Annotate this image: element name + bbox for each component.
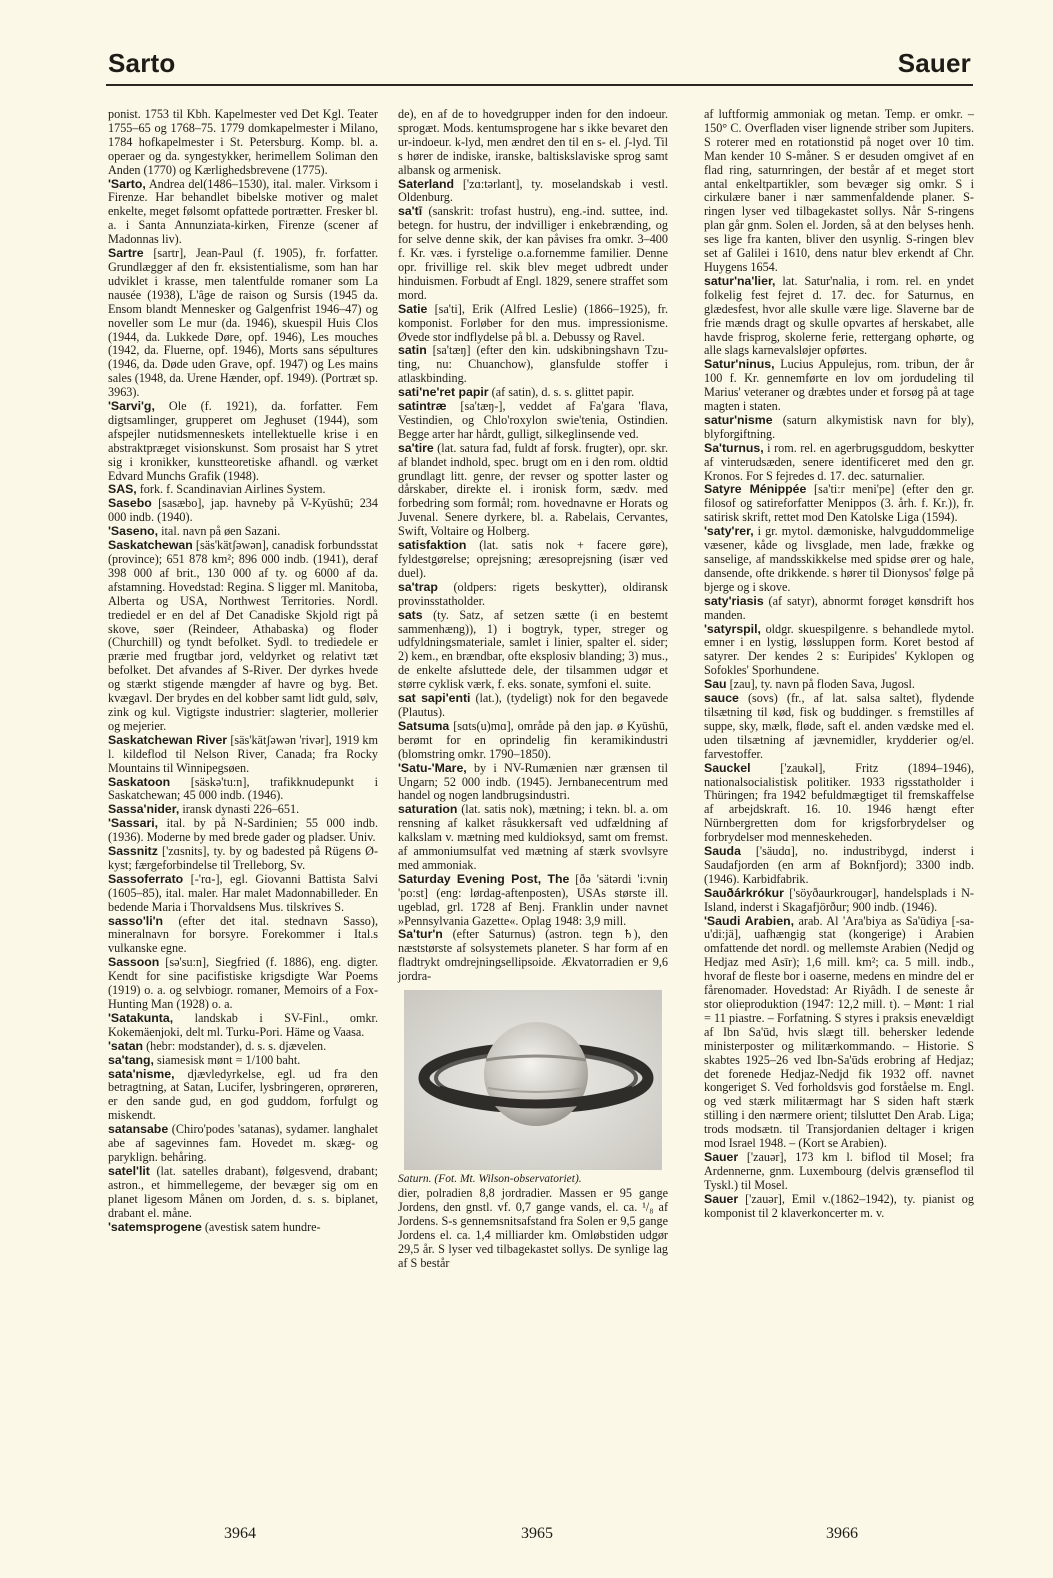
dictionary-entry: [108, 1012, 378, 1040]
dictionary-entry: [398, 108, 668, 178]
entry-headword: sa'tī: [398, 204, 423, 219]
entry-text: (sanskrit: trofast hustru), eng.-ind. suttee, ind. betegn. for hustru, der indvilliger i enkebrænding, og for selve denne skik, der kan påvises fra omkr. 3–400 f. Kr. væs. i fyrstelige o.a.fornemme familier. Denne opr. frivillige rel. skik blev meget udbredt under hinduismen. Forbudt af Engl. 1829, senere straffet som mord.: [398, 204, 668, 302]
dictionary-entry: [108, 873, 378, 915]
figure-caption: Saturn. (Fot. Mt. Wilson-observatoriet).: [398, 1173, 582, 1186]
entry-headword: satur'na'lier,: [704, 273, 776, 288]
dictionary-entry: [108, 1068, 378, 1124]
dictionary-entry: [704, 762, 974, 845]
entry-text: [sa'ti], Erik (Alfred Leslie) (1866–1925), fr. komponist. Forløber for den mus. impressionisme. Øvede stor indflydelse på bl. a. Debussy og Ravel.: [398, 301, 668, 344]
dictionary-entry: [108, 525, 378, 539]
column-middle: [398, 108, 668, 1270]
entry-text: (ty. Satz, af setzen sætte (i en bestemt sammenhæng)), 1) i bogtryk, typer, streger og udfyldningsmateriale, samlet i linier, spalter el. sider; 2) kem., en brændbar, ofte eksplosiv blanding; 3) mus., de enkelte afsluttede dele, der tilsammen udgør et større cyklisk værk, f. eks. sonate, symfoni el. suite.: [398, 607, 668, 692]
dictionary-entry: [108, 1221, 378, 1235]
entry-text: ital. navn på øen Sazani.: [161, 524, 281, 539]
entry-text: (lat. satis nok), mætning; i tekn. bl. a. om rensning af kalket råsukkersaft ved udfældning af kalkslam v. mætning med kuldioksyd, samt om fremst. af ammoniumsulfat ved mætning af stærk svovlsyre med ammoniak.: [398, 802, 668, 872]
entry-headword: Sauðárkrókur: [704, 885, 784, 900]
entry-text: af luftformig ammoniak og metan. Temp. er omkr. –150° C. Overfladen viser lignende striber som Jupiters. S roterer med en rotationstid på noget over 10 tim. Man kender 10 S-måner. S er desuden omgivet af en flad ring, saturnringen, der består af et meget stort antal enkeltpartikler, som bevæger sig omkr. S i cirkulære baner i nær sammenfaldende planer. S-ringen lyser ved tilbagekastet sollys. Når S-ringens plan går gnm. Solen el. Jorden, så at den belyses henh. ses lige fra kanten, bliver den usynlig. S-ringen blev set af Galilei i 1610, dens natur blev erkendt af Chr. Huygens 1654.: [704, 107, 974, 274]
entry-text: de), en af de to hovedgrupper inden for den indoeur. sprogæt. Mods. kentumsprogene har s ikke bevaret den ur-indoeur. k-lyd, men ændret den til en s- el. ʃ-lyd. Til s hører de indiske, iranske, baltiskslaviske sprog samt albansk og armenisk.: [398, 107, 668, 177]
dictionary-entry: [108, 845, 378, 873]
dictionary-entry: [398, 762, 668, 804]
entry-text: (Chiro'podes 'satanas), sydamer. langhalet abe af sagevinnes fam. Hovedet m. skæg- og paryklign. behåring.: [108, 1122, 378, 1164]
entry-text: ponist. 1753 til Kbh. Kapelmester ved Det Kgl. Teater 1755–65 og 1768–75. 1779 domkapelmester i Milano, 1784 hofkapelmester i St. Petersburg. Komp. bl. a. operaer og da. syngestykker, herimellem Soliman den Anden (1770) og Kærlighedsbrevene (1775).: [108, 107, 378, 177]
entry-headword: Sassnitz: [108, 844, 158, 859]
entry-headword: 'Sarto,: [108, 176, 146, 191]
entry-text: (avestisk satem hundre-: [204, 1219, 321, 1234]
running-head-right: Sauer: [897, 48, 971, 78]
entry-text: (lat. satelles drabant), følgesvend, drabant; astron., et himmellegeme, der bevæger sig om en planet ligesom Månen om Jorden, d. s. s. biplanet, drabant el. måne.: [108, 1163, 379, 1220]
entry-headword: 'satan: [108, 1038, 144, 1053]
entry-text: fork. f. Scandinavian Airlines System.: [139, 482, 326, 497]
entry-text: ['zɑ:tərlant], ty. moselandskab i vestl. Oldenburg.: [398, 176, 668, 205]
entry-headword: Sauda: [704, 844, 741, 859]
dictionary-entry: [704, 483, 974, 525]
entry-text: oldgr. skuespilgenre. s behandlede mytol. emner i en lystig, løssluppen form. Koret bestod af satyrer. Der kendes 2 s: Euripides' Kyklopen og Sofokles' Sporhundene.: [704, 621, 974, 678]
entry-headword: Saskatchewan River: [108, 732, 228, 747]
dictionary-entry: [108, 734, 378, 776]
entry-text: (af satyr), abnormt forøget kønsdrift hos manden.: [704, 593, 974, 622]
page-number-left: 3964: [224, 1525, 256, 1542]
dictionary-entry: [704, 887, 974, 915]
entry-text: [sa'ti:r meni'pe] (efter den gr. filosof og satireforfatter Menippos (3. årh. f. Kr.)), fr. satirisk skrift, rettet mod Den Katolske Liga (1594).: [704, 482, 974, 525]
dictionary-entry: [398, 873, 668, 929]
entry-headword: Sauer: [704, 1149, 739, 1164]
entry-headword: sata'nisme,: [108, 1066, 175, 1081]
dictionary-entry: [704, 595, 974, 623]
entry-headword: 'Satakunta,: [108, 1010, 174, 1025]
entry-headword: sats: [398, 607, 423, 622]
entry-text: ['söyðaurkrougər], handelsplads i N-Island, inderst i Skagafjörður; 900 indb. (1946).: [704, 885, 974, 914]
entry-text: arab. Al 'Ara'biya as Sa'ūdiya [-sa-u'di:jä], uafhængig stat (kongerige) i Arabien omfattende det nordl. og mellemste Arabien (Nedjd og Hedjaz med Asīr); 1,6 mill. km²; ca. 5 mill. indb., hvoraf de fleste bor i oaserne, medens en mindre del er fårenomader. Hovedstad: Ar Riyâdh. I de seneste år stor olieproduktion (1947: 12,2 mill. t). – Mønt: 1 rial = 11 piastre. – Forfatning. S styres i praksis enevældigt af Ibn Sa'ūd, hvis slægt till. behersker ledende ministerposter og militærkommando. – Historie. S skabtes 1925–26 ved Ibn-Sa'ūds erobring af Hedjaz; det forenede Hedjaz-Nedjd fik 1932 off. navnet kongeriget S. Ved forholdsvis god forståelse m. Engl. og ved stærk militærmagt har S siden haft stærk stilling i den nærmere orient; tilsluttet Den Arab. Liga; trods modsætn. til Transjordanien deltager i krigen mod Israel 1948. – (Kort se Arabien).: [704, 913, 974, 1151]
entry-headword: Sassa'nider,: [108, 802, 180, 817]
dictionary-entry: [398, 303, 668, 345]
entry-headword: Sartre: [108, 246, 144, 261]
entry-text: [sə'su:n], Siegfried (f. 1886), eng. digter. Kendt for sine pacifistiske krigsdigte War Poems (1919) o. a. og selvbiogr. romaner, Memoirs of a Fox-Hunting Man (1928) o. a.: [108, 955, 379, 1011]
dictionary-entry: [108, 539, 378, 734]
dictionary-entry: [398, 344, 668, 386]
entry-text: (saturn alkymistisk navn for bly), blyforgiftning.: [704, 412, 975, 441]
entry-headword: Saskatchewan: [108, 538, 193, 553]
entry-text: (lat. satis nok + facere gøre), fyldestgørelse; oprejsning; æresoprejsning (især ved duel).: [398, 538, 669, 580]
entry-text: ['zauər], Emil v.(1862–1942), ty. pianist og komponist til 2 klaverkoncerter m. v.: [704, 1191, 974, 1220]
entry-text: siamesisk mønt = 1/100 baht.: [157, 1052, 301, 1067]
entry-headword: Sauer: [704, 1191, 739, 1206]
dictionary-entry: [398, 581, 668, 609]
entry-headword: 'Sarvi'g,: [108, 399, 155, 414]
dictionary-entry: [704, 414, 974, 442]
entry-text: (oldpers: rigets beskytter), oldiransk provinsstatholder.: [398, 579, 668, 608]
entry-headword: satin: [398, 343, 427, 358]
dictionary-entry: [108, 1040, 378, 1054]
entry-text: [-'rɑ-], egl. Giovanni Battista Salvi (1605–85), ital. maler. Har malet Madonnabilleder. En bedende Maria i Thorvaldsens Mus. tilskrives S.: [108, 871, 378, 914]
entry-headword: Satyre Ménippée: [704, 482, 807, 497]
entry-headword: Sasebo: [108, 496, 152, 511]
entry-text: (af satin), d. s. s. glittet papir.: [491, 385, 635, 400]
dictionary-entry: [704, 442, 974, 484]
dictionary-entry: [704, 845, 974, 887]
entry-text: ['säudɑ], no. industribygd, inderst i Saudafjorden (en arm af Boknfjord); 3300 indb. (1946). Karbidfabrik.: [704, 844, 975, 886]
dictionary-entry: [108, 400, 378, 483]
entry-headword: Saskatoon: [108, 774, 171, 789]
dictionary-entry: [704, 1151, 974, 1193]
dictionary-entry: [704, 358, 974, 414]
entry-text: landskab i SV-Finl., omkr. Kokemäenjoki, delt ml. Turku-Pori. Häme og Vaasa.: [108, 1010, 378, 1039]
dictionary-entry: [704, 678, 974, 692]
entry-headword: satisfaktion: [398, 538, 467, 553]
entry-text: [sa'tæŋ] (efter den kin. udskibningshavn Tzu-ting, nu: Chuanchow), glansfulde stoffer i atlaskbinding.: [398, 343, 669, 386]
entry-headword: sasso'li'n: [108, 913, 164, 928]
header-rule: [106, 84, 973, 86]
dictionary-entry: [398, 539, 668, 581]
entry-text: (sovs) (fr., af lat. salsa saltet), flydende tilsætning til kød, fisk og buddinger. s fremstilles af suppe, sky, mælk, fløde, saft el. anden vædske med el. uden tilsætning af jævnemidler, krydderier og/el. farvestoffer.: [704, 691, 974, 761]
entry-text: [säs'kätʃəwən], canadisk forbundsstat (province); 651 878 km²; 896 000 indb. (1941), deraf 398 000 af brit., 130 000 af ty. og 6000 af da. afstamning. Hovedstad: Regina. S ligger ml. Manitoba, Alberta og USA, Northwest Territories. Nordl. trediedel er en del af Det Canadiske Skjold rigt på skove, søer (Reindeer, Athabaska) og floder (Churchill) og tyndt befolket. Sydl. to trediedele er prærie med frugtbar jord, veldyrket og relativt tæt befolket. Det afvandes af S-River. Der dyrkes hvede og stærkt stigende mængder af havre og byg. Bet. kvægavl. Der brydes en del kobber samt lidt guld, sølv, zink og kul. Vigtigste industrier: slagterier, mollerier og mejerier.: [108, 538, 378, 733]
entry-text: ['zɑsnits], ty. by og badested på Rügens Ø-kyst; færgeforbindelse til Trelleborg, Sv.: [108, 844, 379, 872]
dictionary-entry: [704, 275, 974, 358]
dictionary-entry: [704, 915, 974, 1151]
entry-headword: satintræ: [398, 399, 447, 414]
entry-text: [säskə'tu:n], trafikknudepunkt i Saskatchewan; 45 000 indb. (1946).: [108, 774, 379, 803]
entry-text: (efter det ital. stednavn Sasso), mineralnavn for borsyre. Forekommer i Ital.s vulkanske egne.: [108, 913, 378, 956]
entry-headword: 'saty'rer,: [704, 524, 754, 539]
dictionary-entry: [108, 483, 378, 497]
entry-headword: Sassoon: [108, 955, 160, 970]
dictionary-entry: [398, 178, 668, 206]
entry-headword: saty'riasis: [704, 593, 764, 608]
dictionary-entry: [108, 497, 378, 525]
entry-text: i gr. mytol. dæmoniske, halvguddommelige væsener, kåde og livsglade, men lade, frække og sanselige, af mandsskikkelse med spidse ører og hale, dansende, ofte drikkende. s hører til Dionysos' følge på bjerge og i skove.: [704, 524, 974, 594]
dictionary-entry: [704, 692, 974, 762]
entry-text: [sasæbo], jap. havneby på V-Kyūshū; 234 000 indb. (1940).: [108, 496, 378, 525]
entry-headword: sauce: [704, 691, 739, 706]
entry-text: by i NV-Rumænien nær grænsen til Ungarn; 52 000 indb. (1945). Jernbanecentrum med handel og nogen landbrugsindustri.: [398, 760, 668, 803]
entry-headword: SAS,: [108, 482, 137, 497]
dictionary-entry: [398, 803, 668, 873]
dictionary-entry: [108, 915, 378, 957]
entry-headword: 'Saseno,: [108, 524, 159, 539]
dictionary-entry: [398, 442, 668, 539]
entry-headword: sa'tire: [398, 440, 434, 455]
entry-headword: Satsuma: [398, 718, 450, 733]
entry-text: [zau], ty. navn på floden Sava, Jugosl.: [729, 677, 915, 692]
dictionary-entry: [108, 803, 378, 817]
dictionary-entry: [108, 1123, 378, 1165]
entry-text: dier, polradien 8,8 jordradier. Massen er 95 gange Jordens, den gnstl. vf. 0,7 gange vands, el. ca. ¹/₈ af Jordens. S-s gennemsnitsafstand fra Solen er 9,5 gange Jordens el. ca. 1,4 milliarder km. Omløbstiden udgør 29,5 år. S lyser ved tilbagekastet sollys. De synlige lag af S består: [398, 1186, 668, 1270]
entry-text: lat. Satur'nalia, i rom. rel. en yndet folkelig fest fejret d. 17. dec. for Saturnus, en glædesfest, hvor alle skulle være lige. Slaverne bar de frie mænds dragt og skulle opvartes af herskabet, alle havde frisprog, skolerne ferie, rettergang ophørte, og alle slags karnevalsløjer opførtes.: [704, 273, 974, 358]
dictionary-entry: [398, 400, 668, 442]
entry-headword: Sauckel: [704, 760, 751, 775]
entry-headword: 'Satu-'Mare,: [398, 760, 467, 775]
page-number-middle: 3965: [521, 1525, 553, 1542]
entry-headword: 'Saudi Arabien,: [704, 913, 794, 928]
entry-text: i rom. rel. en agerbrugsguddom, beskytter af vinterudsæden, senere identificeret med den gr. Kronos. For S fejredes d. 17. dec. saturnalier.: [704, 440, 974, 483]
entry-text: djævledyrkelse, egl. ud fra den betragtning, at Satan, Lucifer, lysbringeren, oprøreren, er den sande gud, en god guddom, forfulgt og miskendt.: [108, 1066, 378, 1123]
entry-text: (hebr: modstander), d. s. s. djævelen.: [146, 1038, 327, 1053]
dictionary-entry: [398, 386, 668, 400]
entry-headword: sat sapi'enti: [398, 691, 471, 706]
entry-headword: sa'trap: [398, 579, 438, 594]
page-number-right: 3966: [826, 1525, 858, 1542]
entry-text: Lucius Appulejus, rom. tribun, der år 100 f. Kr. gennemførte en lov om jordudeling til Marius' veteraner og dræbtes under et forsøg på at tage magten i staten.: [704, 357, 975, 414]
dictionary-entry: [108, 817, 378, 845]
dictionary-entry: [108, 1165, 378, 1221]
entry-headword: sa'tang,: [108, 1052, 154, 1067]
entry-headword: Satie: [398, 301, 428, 316]
dictionary-entry: [398, 205, 668, 302]
entry-text: Ole (f. 1921), da. forfatter. Fem digtsamlinger, grupperet om Jeghuset (1944), som afspejler nutidsmenneskets intellektuelle krise i en abstraktpræget visionskunst. Som prosaist har S ytret sig i kronikker, kunstteoretiske afhandl. og værket Edvard Munchs Grafik (1948).: [108, 399, 378, 483]
entry-text: (efter Saturnus) (astron. tegn ♄), den næststørste af solsystemets planeter. S har form af en fladtrykt omdrejningsellipsoide. Ækvatorradien er 9,6 jordra-: [398, 927, 668, 984]
entry-headword: sati'ne'ret papir: [398, 385, 489, 400]
entry-headword: 'satemsprogene: [108, 1219, 202, 1234]
entry-headword: Sassoferrato: [108, 871, 184, 886]
entry-text: ital. by på N-Sardinien; 55 000 indb. (1936). Moderne by med brede gader og pladser. Univ.: [108, 816, 378, 845]
entry-text: (lat.), (tydeligt) nok for den begavede (Plautus).: [398, 691, 668, 719]
entry-headword: Saturday Evening Post, The: [398, 871, 570, 886]
dictionary-entry: [704, 1193, 974, 1221]
dictionary-entry: [108, 247, 378, 400]
entry-text: [sa'tæŋ-], veddet af Fa'gara 'flava, Vestindien, og Chlo'roxylon swie'tenia, Ostindien. Begge arter har hårdt, gulligt, silkeglinsende ved.: [398, 399, 668, 441]
entry-headword: 'satyrspil,: [704, 621, 761, 636]
entry-headword: Sau: [704, 677, 727, 692]
entry-headword: saturation: [398, 802, 458, 817]
entry-headword: 'Sassari,: [108, 816, 159, 831]
dictionary-entry: [108, 956, 378, 1012]
entry-text: ['zauər], 173 km l. biflod til Mosel; fra Ardennerne, gnm. Luxembourg (delvis grænseflod til Tyskl.) til Mosel.: [704, 1149, 974, 1192]
running-head-left: Sarto: [108, 48, 176, 78]
entry-text: ['zaukəl], Fritz (1894–1946), nationalsocialistisk politiker. 1933 rigsstatholder i Thüringen; fra 1942 befuldmægtiget til fremskaffelse af arbejdskraft. 16. 10. 1946 hængt efter Nürnbergretten dom for krigsforbrydelser og forbrydelser mod menneskeheden.: [704, 760, 975, 845]
dictionary-entry: [398, 609, 668, 692]
dictionary-entry: [108, 776, 378, 804]
entry-headword: Satur'ninus,: [704, 357, 775, 372]
entry-headword: Saterland: [398, 176, 455, 191]
dictionary-entry: [108, 1054, 378, 1068]
dictionary-entry: [108, 108, 378, 178]
dictionary-entry: [398, 720, 668, 762]
saturn-photo: [404, 990, 662, 1170]
dictionary-entry: [398, 928, 668, 984]
entry-text: [sɑts(u)mɑ], område på den jap. ø Kyūshū, berømt for en oprindelig fin keramikindustri (blomstring omkr. 1790–1850).: [398, 718, 668, 761]
column-left: [108, 108, 378, 1234]
entry-text: iransk dynasti 226–651.: [182, 802, 300, 817]
dictionary-entry: [398, 1187, 668, 1270]
dictionary-entry: [704, 623, 974, 679]
entry-text: [säs'kätʃəwən 'rivər], 1919 km l. kildeflod til Nelson River, Canada; fra Rocky Mountains til Winnipegsøen.: [108, 732, 378, 775]
dictionary-entry: [704, 525, 974, 595]
dictionary-entry: [108, 178, 378, 248]
entry-text: (lat. satura fad, fuldt af forsk. frugter), opr. skr. af blandet indhold, spec. brugt om en i den rom. oldtid grundlagt litt. genre, der revser og spotter laster og dårskaber, direkte el. i ironisk form, sædv. med forbedring som formål; rom. hovednavne er Horats og Juvenal. Senere dyrkere, bl. a. Rabelais, Cervantes, Swift, Voltaire og Holberg.: [398, 440, 668, 539]
dictionary-entry: [704, 108, 974, 275]
entry-text: [ðə 'sätərdi 'i:vniŋ 'po:st] (eng: lørdag-aftenposten), USAs største ill. ugeblad, grl. 1728 af Benj. Franklin under navnet »Pennsylvania Gazette«. Oplag 1948: 3,9 mill.: [398, 871, 668, 928]
entry-headword: Sa'tur'n: [398, 927, 443, 942]
entry-headword: satel'lit: [108, 1163, 150, 1178]
dictionary-entry: [398, 692, 668, 720]
column-right: [704, 108, 974, 1221]
entry-text: Andrea del(1486–1530), ital. maler. Virksom i Firenze. Har behandlet bibelske motiver og malet enkelte, meget følsomt opfattede portrætter. Fresker bl. a. i Santa Annunziata-kirken, Firenze (scener af Madonnas liv).: [108, 176, 378, 247]
entry-headword: Sa'turnus,: [704, 440, 764, 455]
entry-headword: satur'nisme: [704, 412, 773, 427]
entry-text: [sartr], Jean-Paul (f. 1905), fr. forfatter. Grundlægger af den fr. eksistentialisme, som han har udviklet i krasse, men talentfulde romaner som La nausée (1938), L'âge de raison og Sursis (1945 da. Ensom blandt Mennesker og Galgenfrist 1946–47) og noveller som Le mur (da. 1946), skuespil Huis Clos (1944, da. Lukkede Døre, opf. 1946), Les mouches (1942, da. Fluerne, opf. 1946), Morts sans sépultures (1946, da. Døde uden Grave, opf. 1947) og Les mains sales (1948, da. Urene Hænder, opf. 1949). (Portræt sp. 3963).: [108, 246, 378, 400]
entry-headword: satansabe: [108, 1122, 169, 1137]
